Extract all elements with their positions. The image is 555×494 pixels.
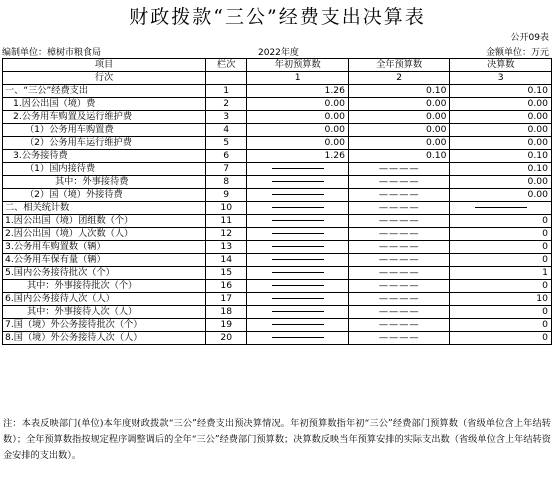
- table-row: [3, 189, 552, 202]
- table-row: [3, 215, 552, 228]
- report-year: 2022年度: [258, 48, 299, 58]
- row-line-number: 10: [206, 202, 247, 215]
- row-col3: 0: [450, 332, 552, 345]
- row-col3: 0: [450, 241, 552, 254]
- row-col2: 0.10: [348, 150, 450, 163]
- row-col2: ————: [348, 241, 450, 254]
- not-applicable-line: [272, 285, 324, 286]
- row-col3: 0: [450, 306, 552, 319]
- row-label: （1）公务用车购置费: [3, 124, 206, 137]
- table-row: [3, 319, 552, 332]
- table-row: [3, 202, 552, 215]
- header-line: 栏次: [206, 59, 247, 72]
- row-col2: ————: [348, 280, 450, 293]
- table-row: [3, 111, 552, 124]
- row-col1: 1.26: [247, 150, 349, 163]
- row-label: （1）国内接待费: [3, 163, 206, 176]
- table-row: [3, 163, 552, 176]
- row-label: （2）公务用车运行维护费: [3, 137, 206, 150]
- not-applicable-line: [272, 220, 324, 221]
- row-line-number: 1: [206, 85, 247, 98]
- header-n3: 3: [450, 72, 552, 85]
- row-label: 1.因公出国（境）费: [3, 98, 206, 111]
- report-meta: [0, 44, 555, 58]
- header-col2: 全年预算数: [348, 59, 450, 72]
- row-col1: [247, 306, 349, 319]
- row-line-number: 12: [206, 228, 247, 241]
- row-label: 其中：外事接待批次（个）: [3, 280, 206, 293]
- row-line-number: 8: [206, 176, 247, 189]
- report-title: 财政拨款“三公”经费支出决算表: [129, 6, 426, 28]
- row-col3: 0.00: [450, 98, 552, 111]
- row-label: 一、“三公”经费支出: [3, 85, 206, 98]
- row-col1: 0.00: [247, 111, 349, 124]
- row-label: 二、相关统计数: [3, 202, 206, 215]
- header-col1: 年初预算数: [247, 59, 349, 72]
- row-col2: ————: [348, 176, 450, 189]
- row-col1: [247, 293, 349, 306]
- row-col2: ————: [348, 293, 450, 306]
- not-applicable-line: [272, 298, 324, 299]
- row-label: （2）国（境）外接待费: [3, 189, 206, 202]
- table-row: [3, 293, 552, 306]
- header-line-blank: [206, 72, 247, 85]
- not-applicable-line: [272, 233, 324, 234]
- row-col2: ————: [348, 215, 450, 228]
- row-col3: 0.00: [450, 137, 552, 150]
- row-col3: 0: [450, 319, 552, 332]
- row-col1: 0.00: [247, 98, 349, 111]
- table-row: [3, 124, 552, 137]
- table-row: [3, 98, 552, 111]
- row-label: 3.公务接待费: [3, 150, 206, 163]
- not-applicable-line: [272, 337, 324, 338]
- row-line-number: 19: [206, 319, 247, 332]
- row-line-number: 9: [206, 189, 247, 202]
- row-col1: [247, 267, 349, 280]
- row-label: 1.因公出国（境）团组数（个）: [3, 215, 206, 228]
- row-col3: 0.00: [450, 176, 552, 189]
- row-col2: ————: [348, 319, 450, 332]
- row-col3: 0.10: [450, 163, 552, 176]
- header-row: [3, 59, 552, 72]
- row-col2: 0.00: [348, 98, 450, 111]
- row-col2: ————: [348, 267, 450, 280]
- form-number: 公开09表: [510, 33, 549, 43]
- header-col3: 决算数: [450, 59, 552, 72]
- row-line-number: 3: [206, 111, 247, 124]
- row-col1: [247, 280, 349, 293]
- row-line-number: 14: [206, 254, 247, 267]
- compiling-unit: 编制单位：樟树市粮食局: [2, 48, 102, 58]
- money-unit: 金额单位：万元: [485, 48, 549, 58]
- row-label: 其中：外事接待人次（人）: [3, 306, 206, 319]
- row-col3: 0.10: [450, 85, 552, 98]
- not-applicable-line: [272, 194, 324, 195]
- row-line-number: 18: [206, 306, 247, 319]
- row-col2: ————: [348, 332, 450, 345]
- row-col3: [450, 202, 552, 215]
- row-label: 2.因公出国（境）人次数（人）: [3, 228, 206, 241]
- table-row: [3, 137, 552, 150]
- row-col2: 0.00: [348, 124, 450, 137]
- row-label: 6.国内公务接待人次（人）: [3, 293, 206, 306]
- table-row: [3, 150, 552, 163]
- row-col1: 0.00: [247, 137, 349, 150]
- row-col3: 10: [450, 293, 552, 306]
- row-line-number: 7: [206, 163, 247, 176]
- not-applicable-line: [475, 207, 527, 208]
- header-item: 项目: [3, 59, 206, 72]
- header-number-row: [3, 72, 552, 85]
- row-col2: ————: [348, 228, 450, 241]
- row-col3: 0: [450, 215, 552, 228]
- row-col1: [247, 319, 349, 332]
- not-applicable-line: [272, 259, 324, 260]
- row-col1: [247, 254, 349, 267]
- row-line-number: 6: [206, 150, 247, 163]
- row-col2: ————: [348, 163, 450, 176]
- row-col1: [247, 163, 349, 176]
- row-col3: 0.00: [450, 111, 552, 124]
- table-row: [3, 280, 552, 293]
- table-note: 注：本表反映部门(单位)本年度财政拨款“三公”经费支出预决算情况。年初预算数指年初“三公”经费部门预算数（省级单位含上年结转数）；全年预算数指按规定程序调整调后的全年“三公”经费部门预算数；决算数反映当年预算安排的实际支出数（省级单位含上年结转资金安排的支出数）。: [3, 418, 551, 461]
- table-row: [3, 228, 552, 241]
- header-row-label: 行次: [3, 72, 206, 85]
- row-col1: 1.26: [247, 85, 349, 98]
- table-row: [3, 254, 552, 267]
- row-label: 其中：外事接待费: [3, 176, 206, 189]
- row-line-number: 4: [206, 124, 247, 137]
- not-applicable-line: [272, 246, 324, 247]
- row-col2: ————: [348, 306, 450, 319]
- row-line-number: 16: [206, 280, 247, 293]
- row-col3: 0: [450, 228, 552, 241]
- table-row: [3, 306, 552, 319]
- row-col1: 0.00: [247, 124, 349, 137]
- row-line-number: 5: [206, 137, 247, 150]
- header-n2: 2: [348, 72, 450, 85]
- row-col1: [247, 215, 349, 228]
- expense-table: [2, 58, 552, 345]
- row-label: 2.公务用车购置及运行维护费: [3, 111, 206, 124]
- row-col2: ————: [348, 254, 450, 267]
- row-col1: [247, 202, 349, 215]
- row-col2: ————: [348, 202, 450, 215]
- row-label: 8.国（境）外公务接待人次（人）: [3, 332, 206, 345]
- row-col2: ————: [348, 189, 450, 202]
- row-col1: [247, 228, 349, 241]
- row-col2: 0.10: [348, 85, 450, 98]
- row-col2: 0.00: [348, 111, 450, 124]
- table-row: [3, 85, 552, 98]
- not-applicable-line: [272, 168, 324, 169]
- row-label: 4.公务用车保有量（辆）: [3, 254, 206, 267]
- row-col1: [247, 241, 349, 254]
- row-line-number: 20: [206, 332, 247, 345]
- row-label: 5.国内公务接待批次（个）: [3, 267, 206, 280]
- table-row: [3, 176, 552, 189]
- row-line-number: 17: [206, 293, 247, 306]
- row-col3: 0: [450, 280, 552, 293]
- row-label: 3.公务用车购置数（辆）: [3, 241, 206, 254]
- row-col3: 1: [450, 267, 552, 280]
- row-col1: [247, 176, 349, 189]
- not-applicable-line: [272, 272, 324, 273]
- row-col3: 0.00: [450, 189, 552, 202]
- row-line-number: 13: [206, 241, 247, 254]
- not-applicable-line: [272, 324, 324, 325]
- table-body: [3, 85, 552, 345]
- row-col3: 0.10: [450, 150, 552, 163]
- row-label: 7.国（境）外公务接待批次（个）: [3, 319, 206, 332]
- not-applicable-line: [272, 207, 324, 208]
- row-line-number: 15: [206, 267, 247, 280]
- row-col2: 0.00: [348, 137, 450, 150]
- row-col3: 0: [450, 254, 552, 267]
- row-line-number: 2: [206, 98, 247, 111]
- row-col1: [247, 332, 349, 345]
- row-col3: 0.00: [450, 124, 552, 137]
- row-col1: [247, 189, 349, 202]
- table-row: [3, 267, 552, 280]
- header-n1: 1: [247, 72, 349, 85]
- row-line-number: 11: [206, 215, 247, 228]
- table-row: [3, 241, 552, 254]
- not-applicable-line: [272, 311, 324, 312]
- not-applicable-line: [272, 181, 324, 182]
- table-row: [3, 332, 552, 345]
